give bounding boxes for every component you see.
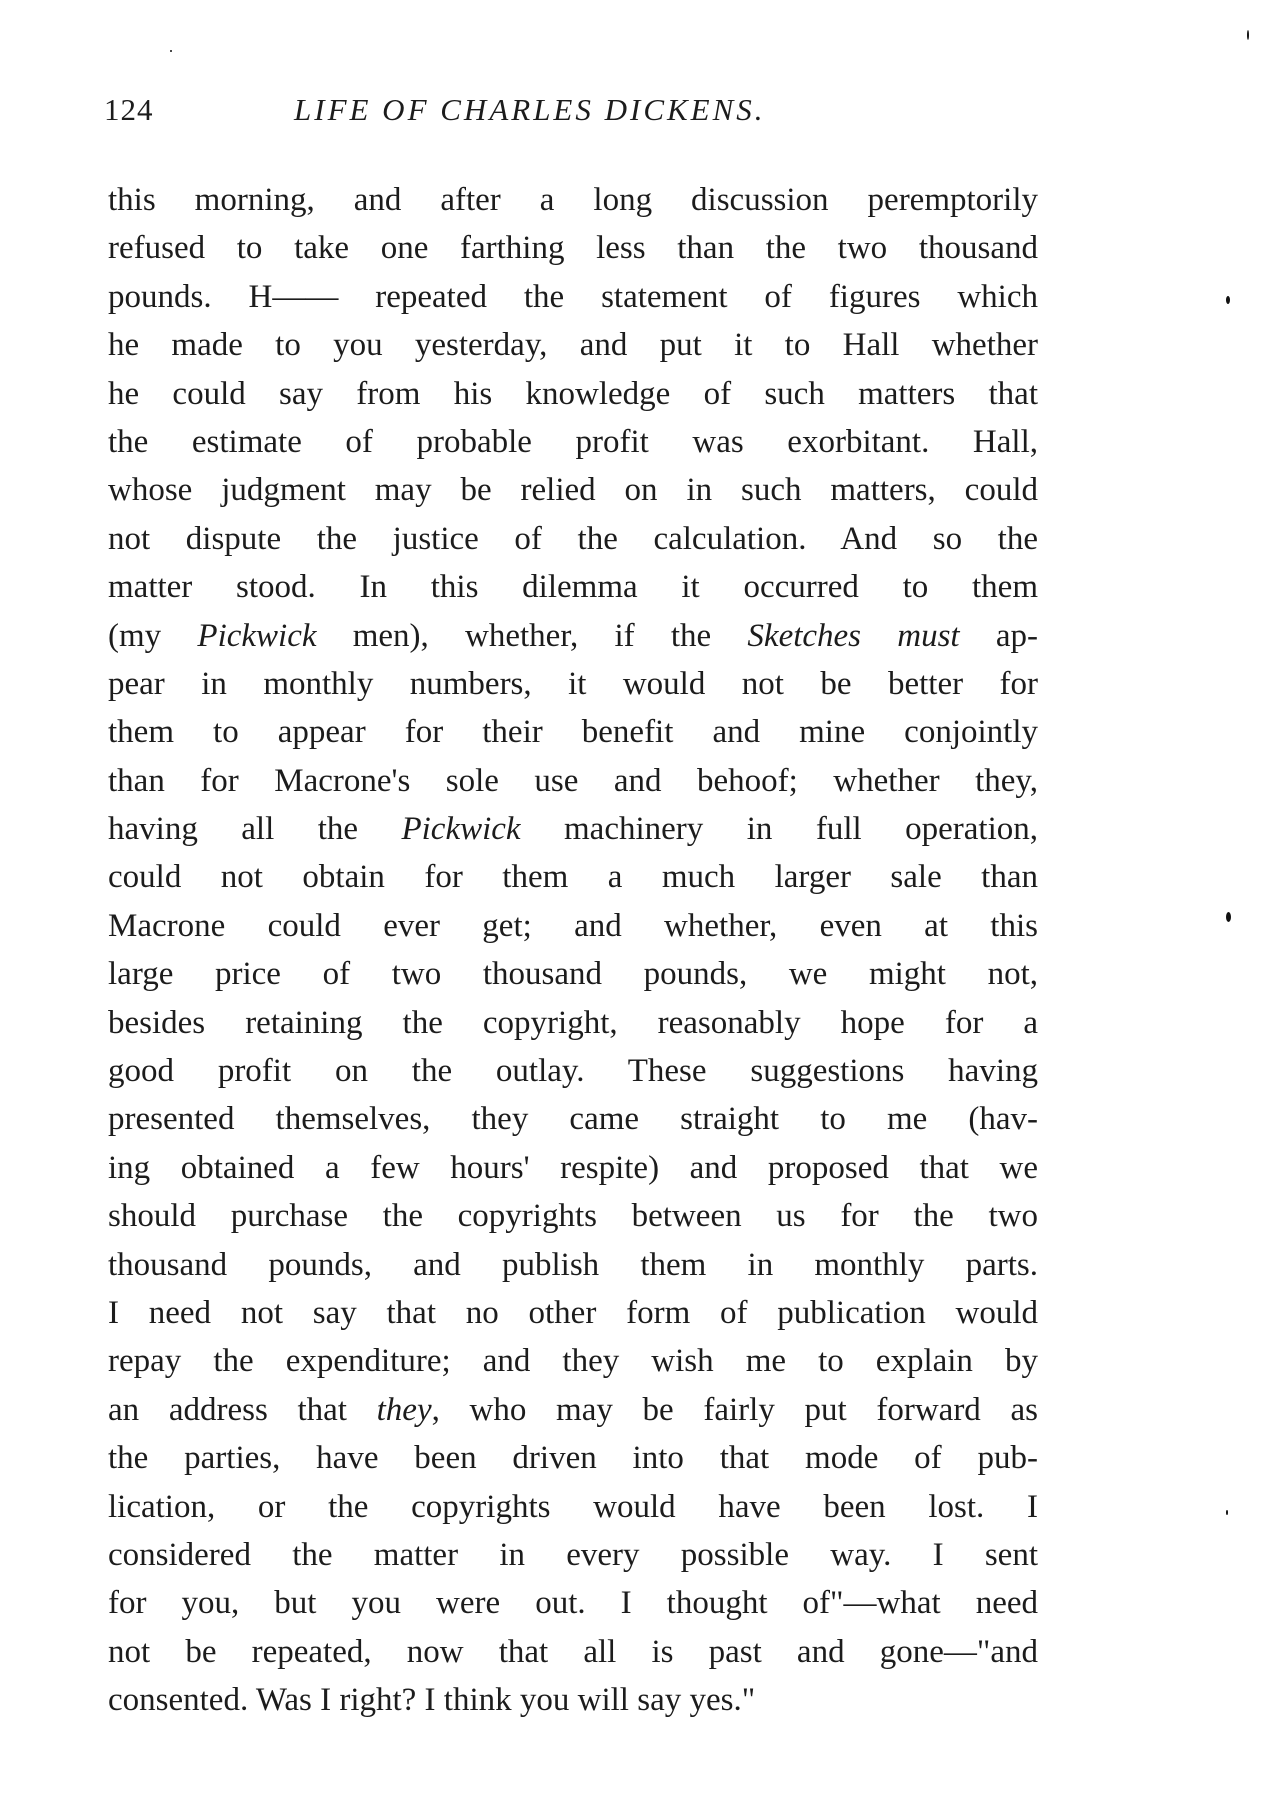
text-line [108,321,1038,369]
line-text: I need not say that no other form of publication would [108,1294,1038,1331]
text-line [108,805,1038,853]
line-text: thousand pounds, and publish them in monthly parts. [108,1246,1038,1283]
line-text: the parties, have been driven into that mode of pub- [108,1440,1038,1477]
text-line [108,1531,1038,1579]
line-text: , who may be fairly put forward as [431,1391,1038,1428]
text-line [108,612,1038,660]
text-line [108,950,1038,998]
line-text: good profit on the outlay. These suggestions having [108,1053,1038,1090]
text-line [108,1337,1038,1385]
line-text: consented. Was I right? I think you will say yes." [108,1682,756,1719]
line-text: than for Macrone's sole use and behoof; whether they, [108,762,1038,799]
text-line [108,1676,1038,1724]
scan-speck [1226,912,1231,922]
text-line [108,1192,1038,1240]
line-text: should purchase the copyrights between us for the two [108,1198,1038,1235]
line-text: large price of two thousand pounds, we might not, [108,956,1038,993]
italic-text: they [376,1391,432,1428]
page-number: 124 [104,92,154,127]
text-line [108,1483,1038,1531]
line-text: pear in monthly numbers, it would not be better for [108,665,1038,702]
text-line [108,1434,1038,1482]
line-text: considered the matter in every possible way. I sent [108,1536,1038,1573]
line-text: repay the expenditure; and they wish me to explain by [108,1343,1038,1380]
text-line [108,1095,1038,1143]
text-line [108,273,1038,321]
line-text: Macrone could ever get; and whether, even at this [108,907,1038,944]
text-line [108,757,1038,805]
text-line [108,1047,1038,1095]
line-text: could not obtain for them a much larger sale than [108,859,1038,896]
line-text: presented themselves, they came straight to me (hav- [108,1101,1038,1138]
text-line [108,853,1038,901]
scan-speck [1226,1510,1228,1515]
scan-speck [1247,30,1249,40]
line-text: (my [108,617,198,654]
running-head [104,92,1034,136]
text-line [108,1386,1038,1434]
line-text: not be repeated, now that all is past and gone—"and [108,1633,1038,1670]
line-text: an address that [108,1391,377,1428]
text-line [108,708,1038,756]
text-line [108,466,1038,514]
line-text: machinery in full operation, [520,811,1038,848]
body-text [108,176,1038,1725]
text-line [108,1628,1038,1676]
text-line [108,224,1038,272]
scan-speck [1226,296,1230,304]
line-text: pounds. H—— repeated the statement of figures which [108,278,1038,315]
line-text: this morning, and after a long discussion peremptorily [108,182,1038,218]
line-text: lication, or the copyrights would have been lost. I [108,1488,1038,1525]
text-line [108,902,1038,950]
line-text: not dispute the justice of the calculation. And so the [108,520,1038,557]
line-text: matter stood. In this dilemma it occurred to them [108,569,1038,606]
text-line [108,370,1038,418]
italic-text: Pickwick [401,811,521,848]
text-line [108,176,1038,224]
text-line [108,999,1038,1047]
line-text: besides retaining the copyright, reasonably hope for a [108,1004,1038,1041]
line-text: refused to take one farthing less than the two thousand [108,230,1038,267]
text-line [108,563,1038,611]
text-line [108,1289,1038,1337]
line-text: he made to you yesterday, and put it to Hall whether [108,327,1038,364]
text-line [108,1144,1038,1192]
line-text: men), whether, if the [316,617,748,654]
line-text: them to appear for their benefit and mine conjointly [108,714,1038,751]
line-text: ing obtained a few hours' respite) and proposed that we [108,1149,1038,1186]
text-line [108,1241,1038,1289]
italic-text: Sketches must [747,617,960,654]
running-title: LIFE OF CHARLES DICKENS. [294,92,766,127]
line-text: the estimate of probable profit was exorbitant. Hall, [108,423,1038,460]
text-line [108,418,1038,466]
line-text: he could say from his knowledge of such matters that [108,375,1038,412]
text-line [108,660,1038,708]
line-text: whose judgment may be relied on in such matters, could [108,472,1038,509]
line-text: ap- [959,617,1038,654]
text-line [108,1579,1038,1627]
line-text: having all the [108,811,402,848]
line-text: for you, but you were out. I thought of"—what need [108,1585,1038,1622]
scan-speck [170,50,172,52]
text-line [108,515,1038,563]
italic-text: Pickwick [197,617,317,654]
